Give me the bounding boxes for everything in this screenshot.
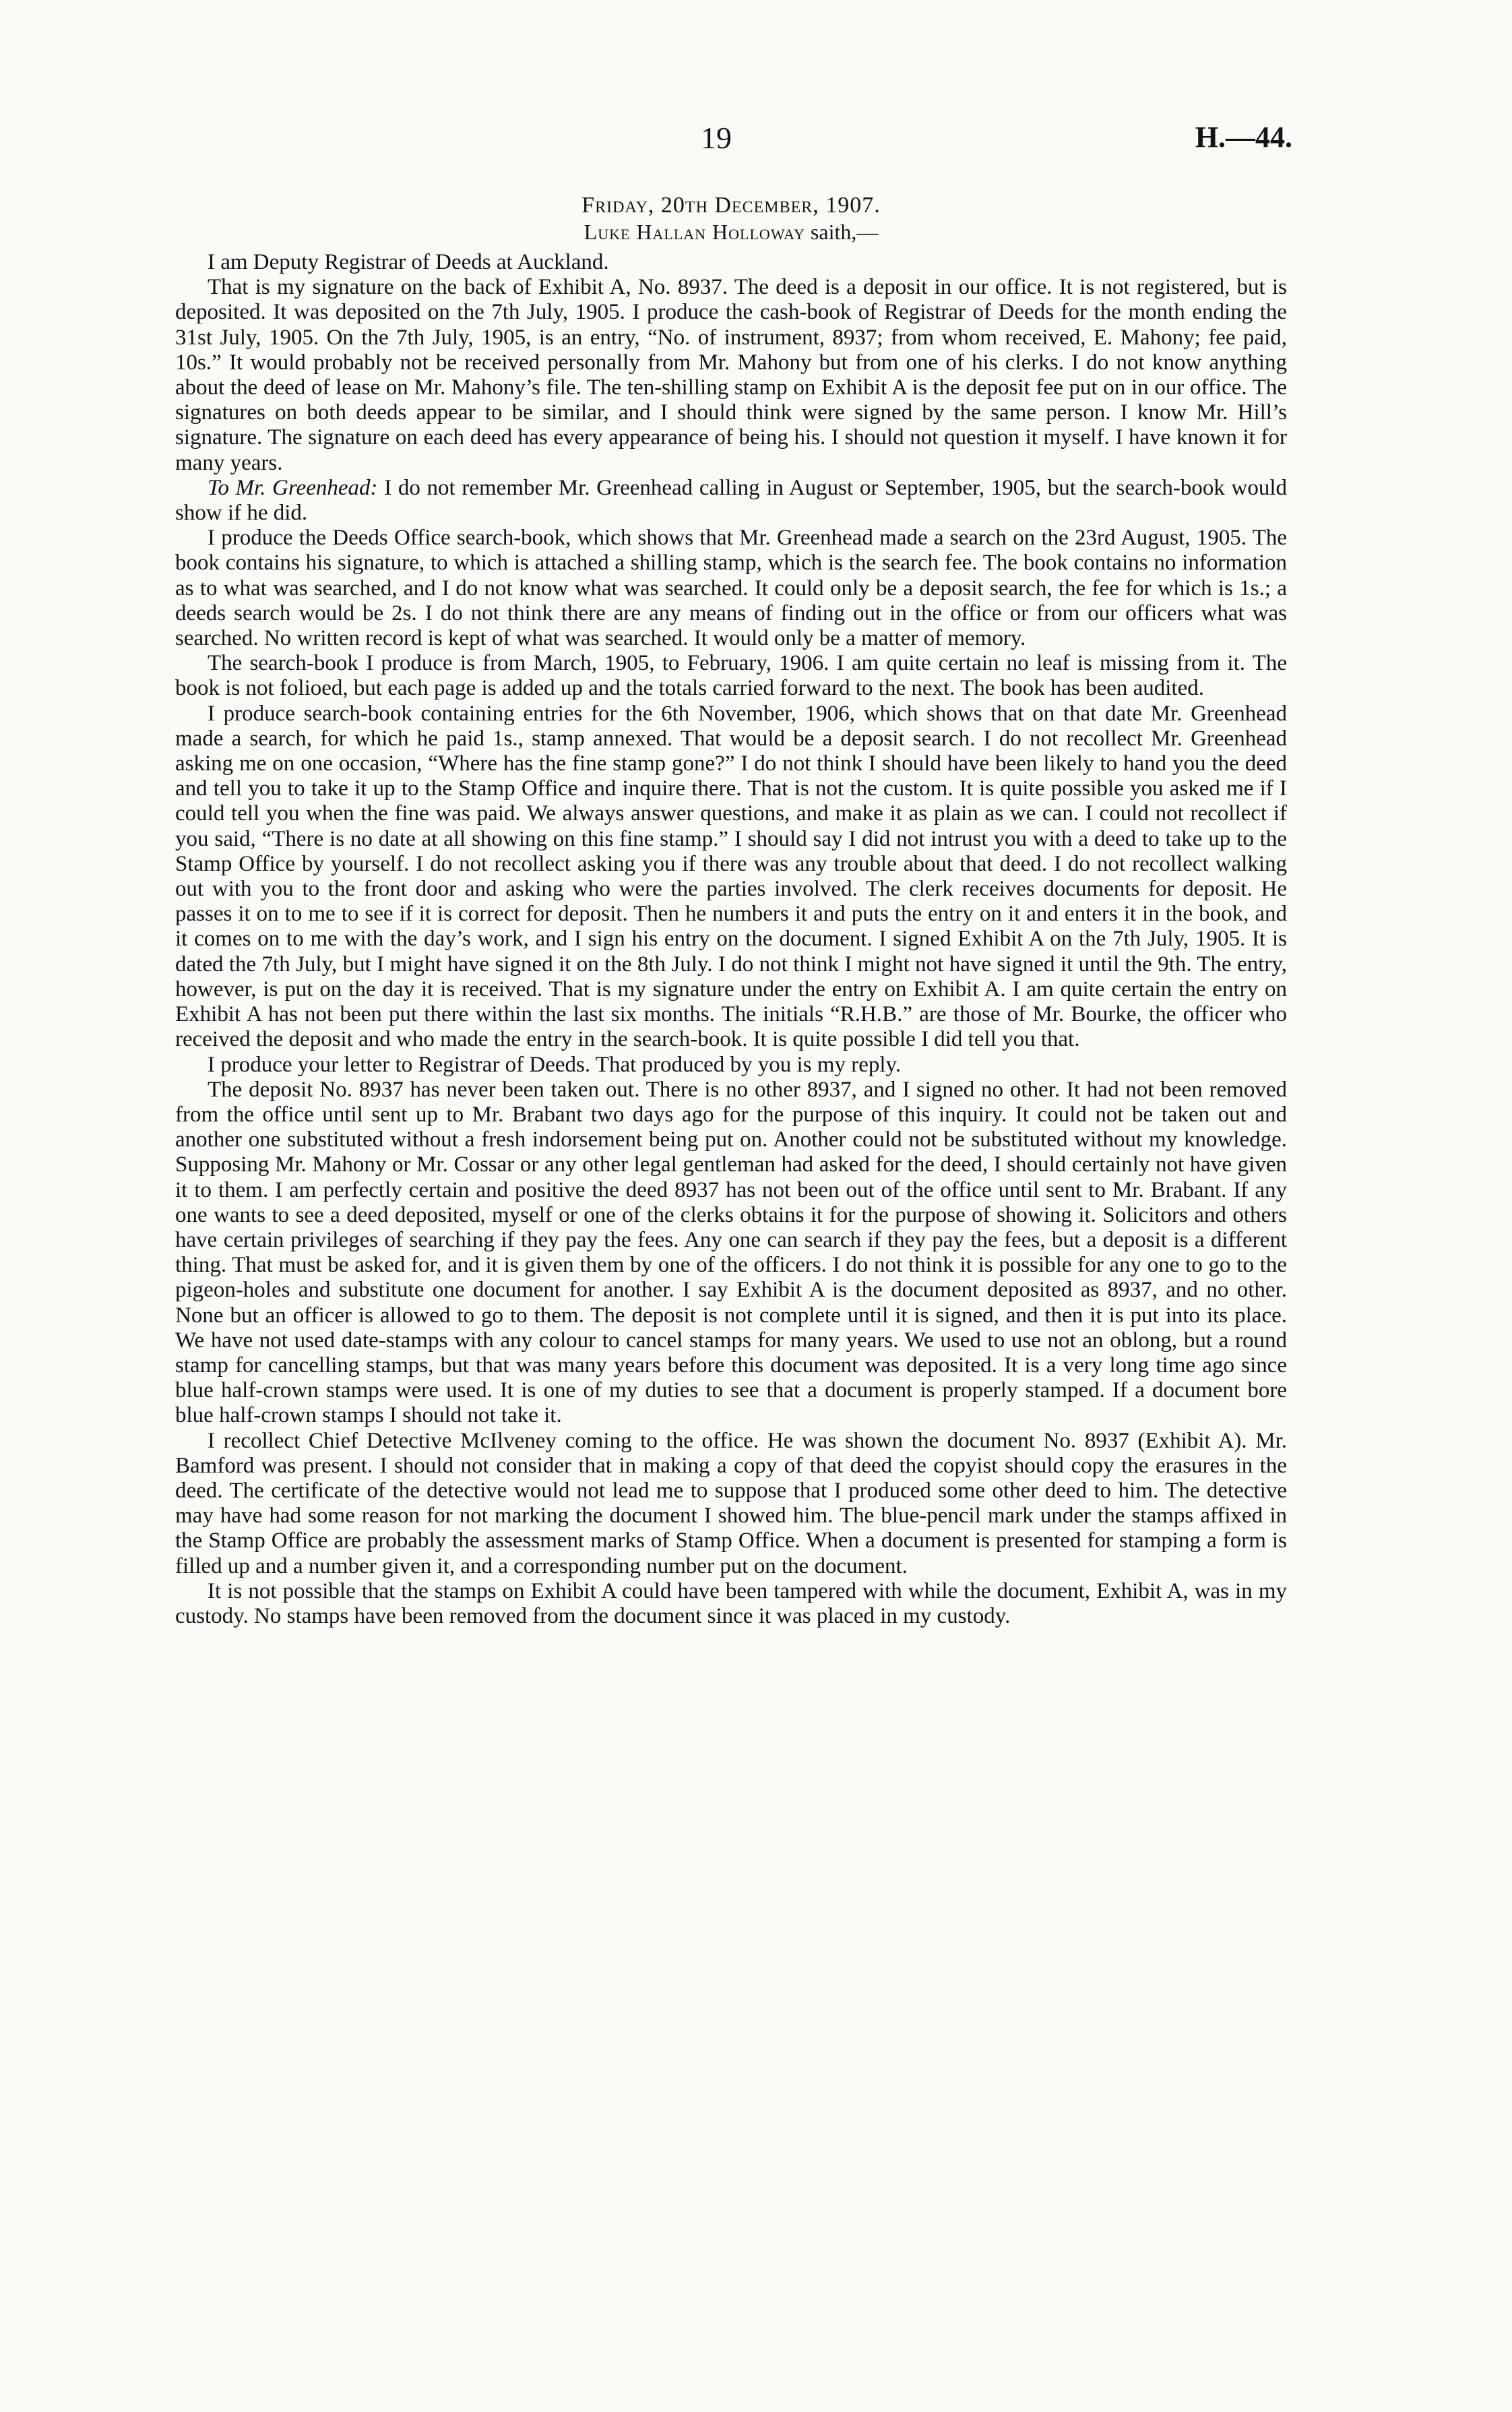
paragraph: I produce the Deeds Office search-book, which shows that Mr. Greenhead made a search on the 23rd August, 1905. The book contains his signature, to which is attached a shilling stamp, which is the search fee. The book contains no information as to what was searched, and I do not know what was searched. It could only be a deposit search, the fee for which is 1s.; a deeds search would be 2s. I do not think there are any means of finding out in the office or from our officers what was searched. No written record is kept of what was searched. It would only be a matter of memory. (175, 526, 1287, 651)
paragraph: The search-book I produce is from March, 1905, to February, 1906. I am quite certain no leaf is missing from it. The book is not folioed, but each page is added up and the totals carried forward to the next. The book has been audited. (175, 651, 1287, 701)
paragraph: I produce your letter to Registrar of Deeds. That produced by you is my reply. (208, 1052, 902, 1077)
paragraph: It is not possible that the stamps on Exhibit A could have been tampered with while the document, Exhibit A, was in my custody. No stamps have been removed from the document since it was placed in my custody. (175, 1578, 1287, 1628)
testimony-body (175, 250, 1287, 1629)
page-number: 19 (701, 121, 732, 155)
paragraph: I recollect Chief Detective McIlveney coming to the office. He was shown the document No. 8937 (Exhibit A). Mr. Bamford was present. I should not consider that in making a copy of that deed the copyist should copy the erasures in the deed. The certificate of the detective would not lead me to suppose that I produced some other deed to him. The detective may have had some reason for not marking the document I showed him. The blue-pencil mark under the stamps affixed in the Stamp Office are probably the assessment marks of Stamp Office. When a document is presented for stamping a form is filled up and a number given it, and a corresponding number put on the document. (175, 1428, 1287, 1578)
date-heading: Friday, 20th December, 1907. (581, 193, 881, 218)
witness-name: Luke Hallan Holloway (584, 220, 805, 244)
page (175, 101, 1292, 1629)
paragraph: To Mr. Greenhead: I do not remember Mr. Greenhead calling in August or September, 1905, but the search-book would show if he did. (175, 475, 1287, 526)
document-reference: H.—44. (1195, 121, 1292, 154)
paragraph: That is my signature on the back of Exhibit A, No. 8937. The deed is a deposit in our office. It is not registered, but is deposited. It was deposited on the 7th July, 1905. I produce the cash-book of Registrar of Deeds for the month ending the 31st July, 1905. On the 7th July, 1905, is an entry, “No. of instrument, 8937; from whom received, E. Mahony; fee paid, 10s.” It would probably not be received personally from Mr. Mahony but from one of his clerks. I do not know anything about the deed of lease on Mr. Mahony’s file. The ten-shilling stamp on Exhibit A is the deposit fee put on in our office. The signatures on both deeds appear to be similar, and I should think were signed by the same person. I know Mr. Hill’s signature. The signature on each deed has every appearance of being his. I should not question it myself. I have known it for many years. (175, 275, 1287, 475)
witness-line (175, 220, 1287, 245)
page-header (175, 101, 1292, 175)
paragraph: I am Deputy Registrar of Deeds at Auckland. (208, 250, 609, 274)
witness-verb: saith,— (810, 220, 879, 244)
paragraph: I produce search-book containing entries for the 6th November, 1906, which shows that on that date Mr. Greenhead made a search, for which he paid 1s., stamp annexed. That would be a deposit search. I do not recollect Mr. Greenhead asking me on one occasion, “Where has the fine stamp gone?” I do not think I should have been likely to hand you the deed and tell you to take it up to the Stamp Office and inquire there. That is not the custom. It is quite possible you asked me if I could tell you when the fine was paid. We always answer questions, and make it as plain as we can. I could not recollect if you said, “There is no date at all showing on this fine stamp.” I should say I did not intrust you with a deed to take up to the Stamp Office by yourself. I do not recollect asking you if there was any trouble about that deed. I do not recollect walking out with you to the front door and asking who were the parties involved. The clerk receives documents for deposit. He passes it on to me to see if it is correct for deposit. Then he numbers it and puts the entry on it and enters it in the book, and it comes on to me with the day’s work, and I sign his entry on the document. I signed Exhibit A on the 7th July, 1905. It is dated the 7th July, but I might have signed it on the 8th July. I do not think I might not have signed it until the 9th. The entry, however, is put on the day it is received. That is my signature under the entry on Exhibit A. I am quite certain the entry on Exhibit A has not been put there within the last six months. The initials “R.H.B.” are those of Mr. Bourke, the officer who received the deposit and who made the entry in the search-book. It is quite possible I did tell you that. (175, 701, 1287, 1052)
examiner-lead: To Mr. Greenhead: (208, 475, 378, 500)
paragraph: The deposit No. 8937 has never been taken out. There is no other 8937, and I signed no other. It had not been removed from the office until sent up to Mr. Brabant two days ago for the purpose of this inquiry. It could not be taken out and another one substituted without a fresh indorsement being put on. Another could not be substituted without my knowledge. Supposing Mr. Mahony or Mr. Cossar or any other legal gentleman had asked for the deed, I should certainly not have given it to them. I am perfectly certain and positive the deed 8937 has not been out of the office until sent to Mr. Brabant. If any one wants to see a deed deposited, myself or one of the clerks obtains it for the purpose of showing it. Solicitors and others have certain privileges of searching if they pay the fees. Any one can search if they pay the fees, but a deposit is a different thing. That must be asked for, and it is given them by one of the officers. I do not think it is possible for any one to go to the pigeon-holes and substitute one document for another. I say Exhibit A is the document deposited as 8937, and no other. None but an officer is allowed to go to them. The deposit is not complete until it is signed, and then it is put into its place. We have not used date-stamps with any colour to cancel stamps for many years. We used to use not an oblong, but a round stamp for cancelling stamps, but that was many years before this document was deposited. It is a very long time ago since blue half-crown stamps were used. It is one of my duties to see that a document is properly stamped. If a document bore blue half-crown stamps I should not take it. (175, 1077, 1287, 1428)
